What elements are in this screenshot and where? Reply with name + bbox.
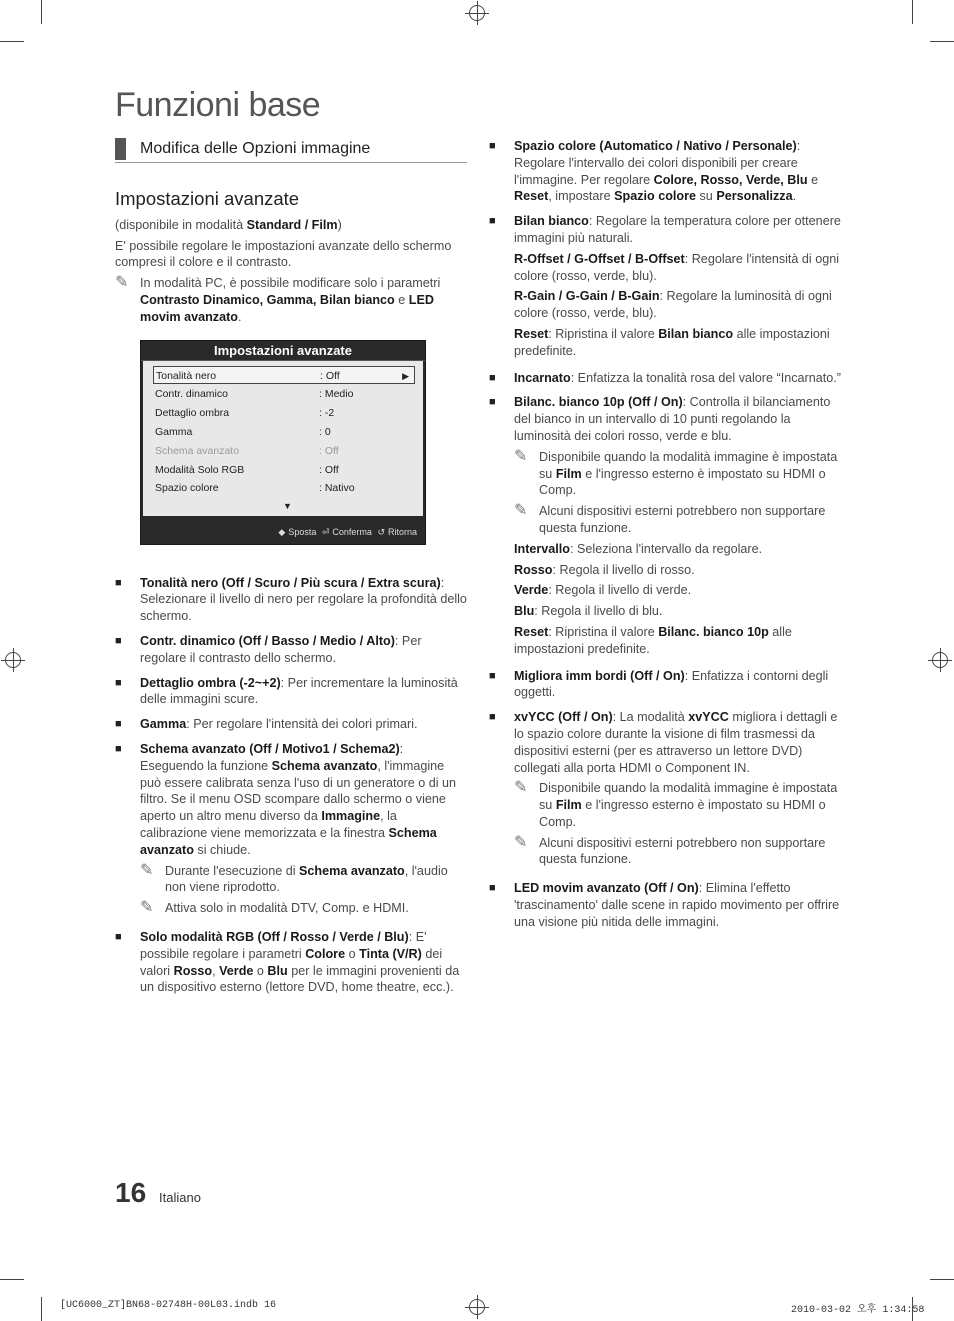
- note-pencil-icon: ✎: [514, 779, 528, 797]
- list-item: ■ Contr. dinamico (Off / Basso / Medio / Alto): Per regolare il contrasto dello schermo.: [115, 633, 422, 665]
- osd-footer: ◆ Sposta ⏎ Conferma ↺ Ritorna: [278, 526, 417, 537]
- osd-row-spazio-colore[interactable]: Spazio colore : Nativo: [155, 481, 355, 494]
- bullet-icon: ■: [115, 634, 122, 647]
- page-title: Funzioni base: [115, 86, 321, 124]
- crop-mark: [0, 1279, 24, 1280]
- list-item: ■ Gamma: Per regolare l'intensità dei colori primari.: [115, 717, 418, 732]
- page-language: Italiano: [159, 1190, 201, 1205]
- bullet-icon: ■: [489, 215, 496, 228]
- section-title: Modifica delle Opzioni immagine: [140, 139, 371, 157]
- list-item: ■ LED movim avanzato (Off / On): Elimina l'effetto 'trascinamento' dalle scene in rapido movimento per offrire una visione più nitida delle immagini.: [489, 881, 840, 929]
- move-icon: ◆: [278, 526, 286, 537]
- sub-paragraph: Rosso: Regola il livello di rosso.: [514, 562, 695, 577]
- osd-row-modalita-solo-rgb[interactable]: Modalità Solo RGB : Off: [155, 463, 339, 476]
- note-pencil-icon: ✎: [514, 502, 528, 520]
- sub-paragraph: Reset: Ripristina il valore Bilan bianco alle impostazioni predefinite.: [514, 326, 830, 358]
- list-item: ■ Solo modalità RGB (Off / Rosso / Verde / Blu): E' possibile regolare i parametri Colore o Tinta (V/R) dei valori Rosso, Verde o Blu per le immagini provenienti da un dispositivo esterno (lettore DVD, home theatre, ecc.).: [115, 929, 460, 995]
- section-heading: [115, 138, 467, 163]
- bullet-icon: ■: [115, 718, 122, 731]
- bullet-icon: ■: [115, 930, 122, 943]
- list-item: ■ Bilanc. bianco 10p (Off / On): Controlla il bilanciamento del bianco in un intervallo di 10 punti regolando la luminosità dei colori rosso, verde e blu. ✎ Disponibile quando la modalità immagine è impostata su Film e l'ingresso esterno è impostato su HDMI o Comp. ✎ Alcuni dispositivi esterni potrebbero non supportare questa funzione. Intervallo: Seleziona l'intervallo da regolare. Rosso: Regola il livello di rosso. Verde: Regola il livello di verde. Blu: Regola il livello di blu. Reset: Ripristina il valore Bilanc. bianco 10p alle impostazioni predefinite.: [489, 394, 841, 659]
- osd-title: Impostazioni avanzate: [141, 342, 425, 361]
- availability-text: (disponibile in modalità Standard / Film): [115, 217, 342, 232]
- bullet-icon: ■: [115, 576, 122, 589]
- crop-mark: [912, 0, 913, 24]
- left-column: [115, 138, 467, 1004]
- note-pencil-icon: ✎: [514, 447, 528, 465]
- sub-paragraph: Blu: Regola il livello di blu.: [514, 604, 663, 619]
- arrow-down-icon: ▼: [283, 500, 292, 511]
- note-pencil-icon: ✎: [514, 833, 528, 851]
- page-number: 16: [115, 1177, 147, 1208]
- osd-panel: [143, 361, 423, 516]
- registration-mark-icon: [469, 1299, 485, 1315]
- list-item: ■ Spazio colore (Automatico / Nativo / Personale): Regolare l'intervallo dei colori disponibili per creare l'immagine. Per regolare Colore, Rosso, Verde, Blu e Reset, impostare Spazio colore su Personalizza.: [489, 139, 819, 204]
- osd-row-dettaglio-ombra[interactable]: Dettaglio ombra : -2: [155, 406, 335, 419]
- crop-mark: [41, 0, 42, 24]
- bullet-icon: ■: [489, 396, 496, 409]
- list-item: ■ Incarnato: Enfatizza la tonalità rosa del valore “Incarnato.”: [489, 370, 841, 385]
- osd-row-contr-dinamico[interactable]: Contr. dinamico : Medio: [155, 387, 354, 400]
- note: [115, 275, 467, 325]
- sub-paragraph: Intervallo: Seleziona l'intervallo da regolare.: [514, 541, 763, 556]
- note: ✎ Alcuni dispositivi esterni potrebbero non supportare questa funzione.: [514, 833, 826, 867]
- print-file-info: [UC6000_ZT]BN68-02748H-00L03.indb 16: [60, 1300, 277, 1311]
- osd-row-tonalita-nero[interactable]: Tonalità nero : Off ▶: [153, 366, 415, 384]
- list-item: ■ Dettaglio ombra (-2~+2): Per incrementare la luminosità delle immagini scure.: [115, 675, 458, 707]
- bullet-icon: ■: [489, 371, 496, 384]
- note-pencil-icon: ✎: [140, 899, 154, 917]
- list-item: ■ Tonalità nero (Off / Scuro / Più scura / Extra scura): Selezionare il livello di nero per regolare la profondità dello schermo.: [115, 575, 467, 624]
- osd-row-schema-avanzato: Schema avanzato : Off: [155, 444, 339, 457]
- note-pencil-icon: ✎: [115, 274, 129, 292]
- registration-mark-icon: [5, 652, 21, 668]
- note-pencil-icon: ✎: [140, 861, 154, 879]
- note: ✎ Disponibile quando la modalità immagine è impostata su Film e l'ingresso esterno è impostato su HDMI o Comp.: [514, 779, 838, 829]
- bullet-icon: ■: [489, 669, 496, 682]
- bullet-icon: ■: [489, 882, 496, 895]
- registration-mark-icon: [469, 5, 485, 21]
- bullet-icon: ■: [115, 676, 122, 689]
- list-item: ■ Bilan bianco: Regolare la temperatura colore per ottenere immagini più naturali. R-Offset / G-Offset / B-Offset: Regolare l'intensità di ogni colore (rosso, verde, blu). R-Gain / G-Gain / B-Gain: Regolare la luminosità di ogni colore (rosso, verde, blu). Reset: Ripristina il valore Bilan bianco alle impostazioni predefinite.: [489, 213, 841, 361]
- crop-mark: [930, 41, 954, 42]
- sub-paragraph: Verde: Regola il livello di verde.: [514, 583, 692, 598]
- enter-icon: ⏎: [321, 526, 330, 537]
- bullet-icon: ■: [489, 711, 496, 724]
- note: ✎ Attiva solo in modalità DTV, Comp. e HDMI.: [140, 899, 409, 917]
- arrow-right-icon: ▶: [402, 370, 409, 381]
- crop-mark: [41, 1297, 42, 1321]
- return-icon: ↺: [377, 526, 385, 537]
- note: ✎ Durante l'esecuzione di Schema avanzato, l'audio non viene riprodotto.: [140, 861, 448, 895]
- osd-menu-screenshot: [140, 340, 426, 545]
- list-item: ■ Migliora imm bordi (Off / On): Enfatizza i contorni degli oggetti.: [489, 668, 829, 700]
- intro-description: E' possibile regolare le impostazioni avanzate dello schermo compresi il colore e il contrasto.: [115, 238, 452, 270]
- note: ✎ Disponibile quando la modalità immagine è impostata su Film e l'ingresso esterno è impostato su HDMI o Comp.: [514, 447, 838, 498]
- note: ✎ Alcuni dispositivi esterni potrebbero non supportare questa funzione.: [514, 502, 826, 535]
- section-bar: [115, 138, 126, 160]
- sub-paragraph: R-Gain / G-Gain / B-Gain: Regolare la luminosità di ogni colore (rosso, verde, blu).: [514, 289, 832, 321]
- crop-mark: [930, 1279, 954, 1280]
- crop-mark: [0, 41, 24, 42]
- bullet-icon: ■: [115, 742, 122, 755]
- print-timestamp: 2010-03-02 오후 1:34:58: [791, 1305, 925, 1316]
- subsection-title: Impostazioni avanzate: [115, 188, 300, 209]
- note-text: In modalità PC, è possibile modificare solo i parametri Contrasto Dinamico, Gamma, Bilan bianco e LED movim avanzato.: [140, 276, 441, 324]
- bullet-icon: ■: [489, 140, 496, 152]
- right-column: [489, 138, 841, 939]
- sub-paragraph: R-Offset / G-Offset / B-Offset: Regolare l'intensità di ogni colore (rosso, verde, blu).: [514, 251, 840, 283]
- osd-row-gamma[interactable]: Gamma : 0: [155, 425, 331, 438]
- list-item: ■ xvYCC (Off / On): La modalità xvYCC migliora i dettagli e lo spazio colore durante la visione di film trasmessi da dispositivi esterni (per es attraverso un lettore DVD) collegati alla porta HDMI o Component IN. ✎ Disponibile quando la modalità immagine è impostata su Film e l'ingresso esterno è impostato su HDMI o Comp. ✎ Alcuni dispositivi esterni potrebbero non supportare questa funzione.: [489, 709, 841, 872]
- registration-mark-icon: [932, 652, 948, 668]
- sub-paragraph: Reset: Ripristina il valore Bilanc. bianco 10p alle impostazioni predefinite.: [514, 624, 792, 656]
- list-item: ■ Schema avanzato (Off / Motivo1 / Schema2): Eseguendo la funzione Schema avanzato, l'immagine può essere calibrata senza l'uso di un generatore o di un filtro. Se il menu OSD scompare dallo schermo o viene aperto un altro menu diverso da Immagine, la calibrazione viene memorizzata e la finestra Schema avanzato si chiude. ✎ Durante l'esecuzione di Schema avanzato, l'audio non viene riprodotto. ✎ Attiva solo in modalità DTV, Comp. e HDMI.: [115, 741, 467, 921]
